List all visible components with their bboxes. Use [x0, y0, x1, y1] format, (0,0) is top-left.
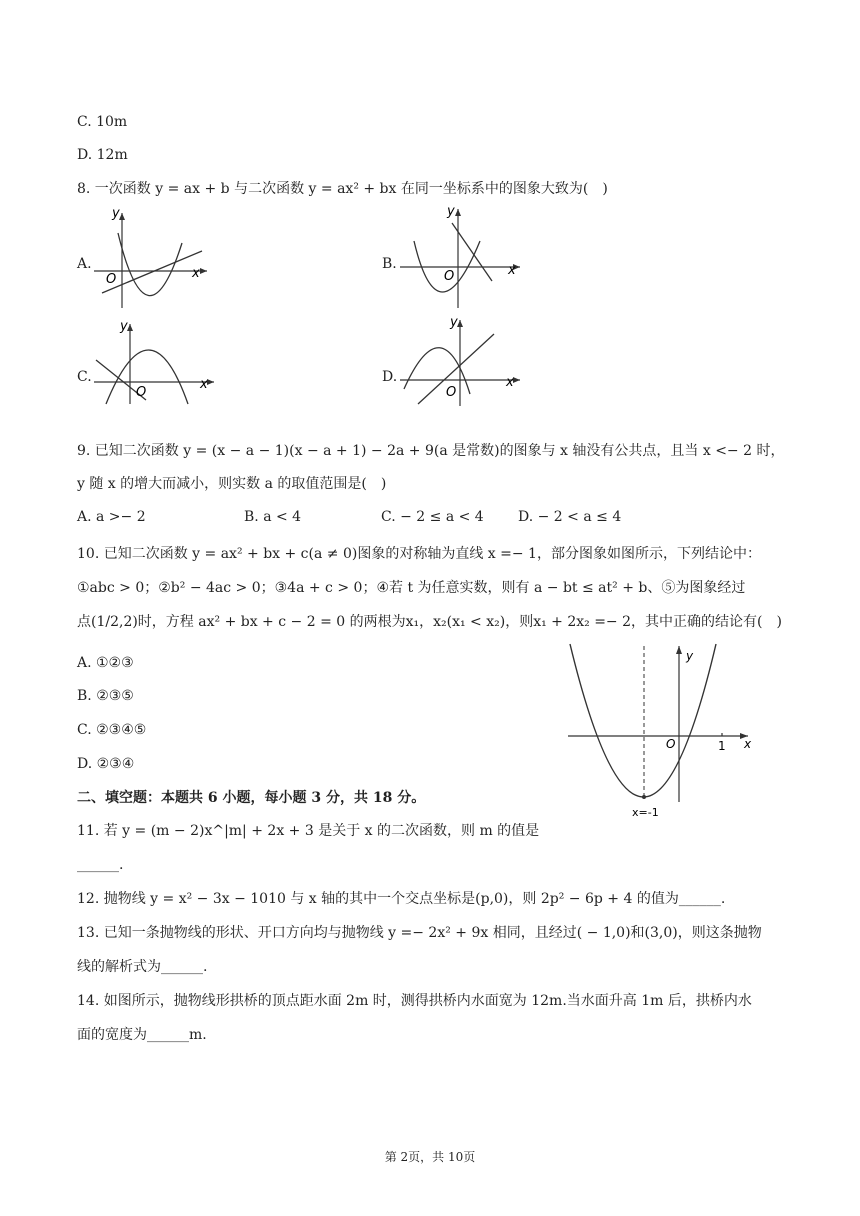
- q7-option-c: C. 10m: [77, 114, 128, 130]
- q10-x-label: x: [744, 737, 752, 751]
- q12-stem: 12. 抛物线 y = x² − 3x − 1010 与 x 轴的其中一个交点坐标是(p,0)，则 2p² − 6p + 4 的值为______.: [77, 891, 726, 907]
- q10-stem-line1: 10. 已知二次函数 y = ax² + bx + c(a ≠ 0)图象的对称轴为直线 x =− 1，部分图象如图所示，下列结论中：: [77, 546, 761, 562]
- q10-option-c: C. ②③④⑤: [77, 722, 147, 738]
- q14-stem-line2: 面的宽度为______m.: [77, 1027, 207, 1043]
- q13-stem-line2: 线的解析式为______.: [77, 959, 208, 975]
- q8-graph-c: [92, 316, 222, 406]
- q9-option-a: A. a >− 2: [77, 509, 146, 525]
- q7-option-d: D. 12m: [77, 147, 128, 163]
- q14-stem-line1: 14. 如图所示，抛物线形拱桥的顶点距水面 2m 时，测得拱桥内水面宽为 12m.当水面升高 1m 后，拱桥内水: [77, 993, 752, 1009]
- q9-option-d: D. − 2 < a ≤ 4: [518, 509, 622, 525]
- q8d-y-label: y: [450, 315, 458, 330]
- q9-option-b: B. a < 4: [244, 509, 302, 525]
- q8-graph-d: [398, 314, 528, 409]
- q8a-y-label: y: [112, 206, 120, 221]
- q8a-x-label: x: [192, 266, 200, 281]
- q10-option-a: A. ①②③: [77, 655, 134, 671]
- q8-label-d: D.: [382, 369, 398, 385]
- q10-option-d: D. ②③④: [77, 756, 135, 772]
- q8-label-b: B.: [382, 256, 397, 272]
- q9-stem-line1: 9. 已知二次函数 y = (x − a − 1)(x − a + 1) − 2a + 9(a 是常数)的图象与 x 轴没有公共点，且当 x <− 2 时，: [77, 443, 785, 459]
- q10-figure: [562, 640, 762, 825]
- q10-y-label: y: [686, 649, 694, 663]
- page-footer: 第 2页，共 10页: [384, 1150, 476, 1164]
- q8-label-c: C.: [77, 369, 92, 385]
- section-2-heading: 二、填空题：本题共 6 小题，每小题 3 分，共 18 分。: [77, 790, 426, 806]
- q8d-origin: O: [446, 385, 457, 400]
- q8b-origin: O: [444, 269, 455, 284]
- q10-axis-label: x=-1: [632, 806, 659, 819]
- q9-stem-line2: y 随 x 的增大而减小，则实数 a 的取值范围是( ): [77, 476, 387, 492]
- q10-origin: O: [666, 737, 676, 751]
- q8b-y-label: y: [447, 204, 455, 219]
- q13-stem-line1: 13. 已知一条抛物线的形状、开口方向均与抛物线 y =− 2x² + 9x 相同，且经过( − 1,0)和(3,0)，则这条抛物: [77, 925, 762, 941]
- q9-option-c: C. − 2 ≤ a < 4: [381, 509, 484, 525]
- q8d-x-label: x: [506, 375, 514, 390]
- q10-option-b: B. ②③⑤: [77, 688, 134, 704]
- q8a-origin: O: [106, 272, 117, 287]
- q10-tick-1: 1: [718, 739, 726, 753]
- q10-stem-line2: ①abc > 0；②b² − 4ac > 0；③4a + c > 0；④若 t 为任意实数，则有 a − bt ≤ at² + b、⑤为图象经过: [77, 580, 746, 596]
- q8c-y-label: y: [120, 319, 128, 334]
- q8-graph-b: [398, 203, 528, 313]
- q8-graph-a: [92, 203, 212, 313]
- q8-label-a: A.: [77, 256, 92, 272]
- q10-stem-line3: 点(1/2,2)时，方程 ax² + bx + c − 2 = 0 的两根为x₁，x₂(x₁ < x₂)，则x₁ + 2x₂ =− 2，其中正确的结论有( ): [77, 614, 782, 630]
- q8c-x-label: x: [200, 377, 208, 392]
- q8b-x-label: x: [508, 263, 516, 278]
- q8c-origin: O: [136, 385, 147, 400]
- q8-stem: 8. 一次函数 y = ax + b 与二次函数 y = ax² + bx 在同一坐标系中的图象大致为( ): [77, 181, 608, 197]
- q11-stem: 11. 若 y = (m − 2)x^|m| + 2x + 3 是关于 x 的二次函数，则 m 的值是: [77, 823, 540, 839]
- q11-blank: ______.: [77, 857, 124, 873]
